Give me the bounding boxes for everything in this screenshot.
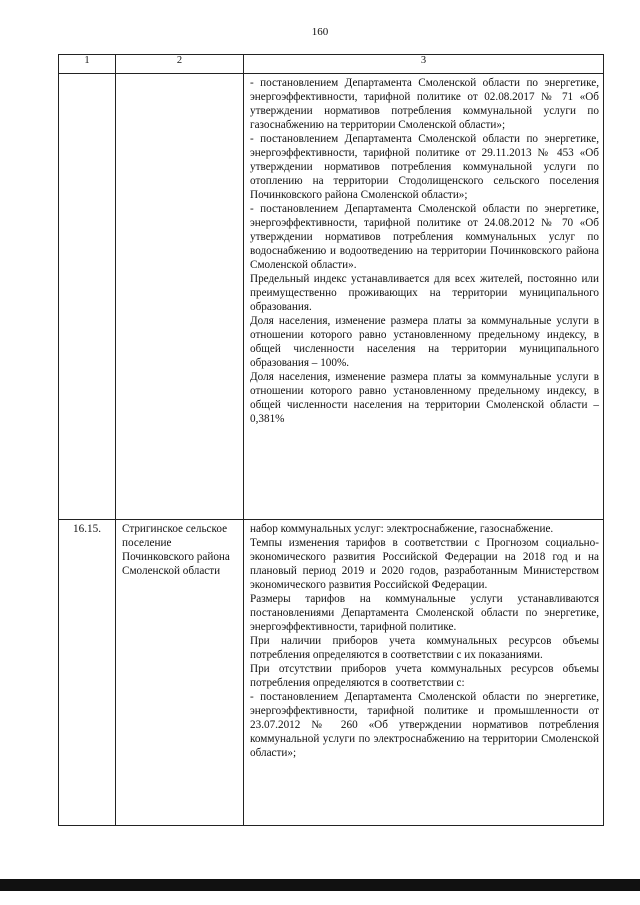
paragraph: Темпы изменения тарифов в соответствии с Прогнозом социально-экономического развития Российской Федерации на 2018 год и на плановый период 2019 и 2020 годов, разработанным Министерством экономического развития Российской Федерации. bbox=[250, 537, 599, 591]
paragraph: Размеры тарифов на коммунальные услуги устанавливаются постановлениями Департамента Смоленской области по энергетике, энергоэффективности, тарифной политике. bbox=[250, 593, 599, 633]
paragraph: - постановлением Департамента Смоленской области по энергетике, энергоэффективности, тарифной политике от 02.08.2017 № 71 «Об утверждении нормативов потребления коммунальной услуги по газоснабжению на территории Смоленской области»; bbox=[250, 77, 599, 131]
row-number-cell bbox=[59, 74, 116, 520]
paragraph: Доля населения, изменение размера платы за коммунальные услуги в отношении которого равно установленному предельному индексу, в общей численности населения на территории муниципального образования – 100%. bbox=[250, 315, 599, 369]
paragraph: При наличии приборов учета коммунальных ресурсов объемы потребления определяются в соответствии с их показаниями. bbox=[250, 635, 599, 661]
document-table bbox=[58, 54, 604, 826]
row-number: 16.15. bbox=[73, 523, 101, 535]
page-number: 160 bbox=[311, 26, 329, 38]
paragraph: - постановлением Департамента Смоленской области по энергетике, энергоэффективности, тарифной политике от 29.11.2013 № 453 «Об утверждении нормативов потребления коммунальной услуги по отоплению на территории Стодолищенского сельского поселения Починковского района Смоленской области»; bbox=[250, 133, 599, 201]
settlement-name-cell bbox=[116, 520, 244, 826]
settlement-name bbox=[116, 74, 243, 76]
row-number bbox=[59, 74, 115, 76]
scan-edge-bar bbox=[0, 879, 640, 891]
table-header-row bbox=[59, 55, 604, 74]
description-cell bbox=[244, 520, 604, 826]
paragraph: набор коммунальных услуг: электроснабжение, газоснабжение. bbox=[250, 523, 554, 535]
paragraph: Доля населения, изменение размера платы за коммунальные услуги в отношении которого равно установленному предельному индексу, в общей численности населения на территории Смоленской области – 0,381% bbox=[250, 371, 599, 425]
paragraph: - постановлением Департамента Смоленской области по энергетике, энергоэффективности, тарифной политике и промышленности от 23.07.2012 № 260 «Об утверждении нормативов потребления коммунальной услуги по электроснабжению на территории Смоленской области»; bbox=[250, 691, 599, 759]
paragraph: - постановлением Департамента Смоленской области по энергетике, энергоэффективности, тарифной политике от 24.08.2012 № 70 «Об утверждении нормативов потребления коммунальных услуг по водоснабжению и водоотведению на территории Починковского района Смоленской области». bbox=[250, 203, 599, 271]
settlement-name-cell bbox=[116, 74, 244, 520]
description-cell bbox=[244, 74, 604, 520]
settlement-name: Стригинское сельское поселение Починковского района Смоленской области bbox=[122, 523, 230, 577]
column-header: 2 bbox=[116, 55, 244, 74]
row-number-cell bbox=[59, 520, 116, 826]
table-row bbox=[59, 74, 604, 520]
column-header: 3 bbox=[244, 55, 604, 74]
paragraph: При отсутствии приборов учета коммунальных ресурсов объемы потребления определяются в соответствии с: bbox=[250, 663, 599, 689]
paragraph: Предельный индекс устанавливается для всех жителей, постоянно или преимущественно проживающих на территории муниципального образования. bbox=[250, 273, 599, 313]
column-header: 1 bbox=[59, 55, 116, 74]
table-row bbox=[59, 520, 604, 826]
